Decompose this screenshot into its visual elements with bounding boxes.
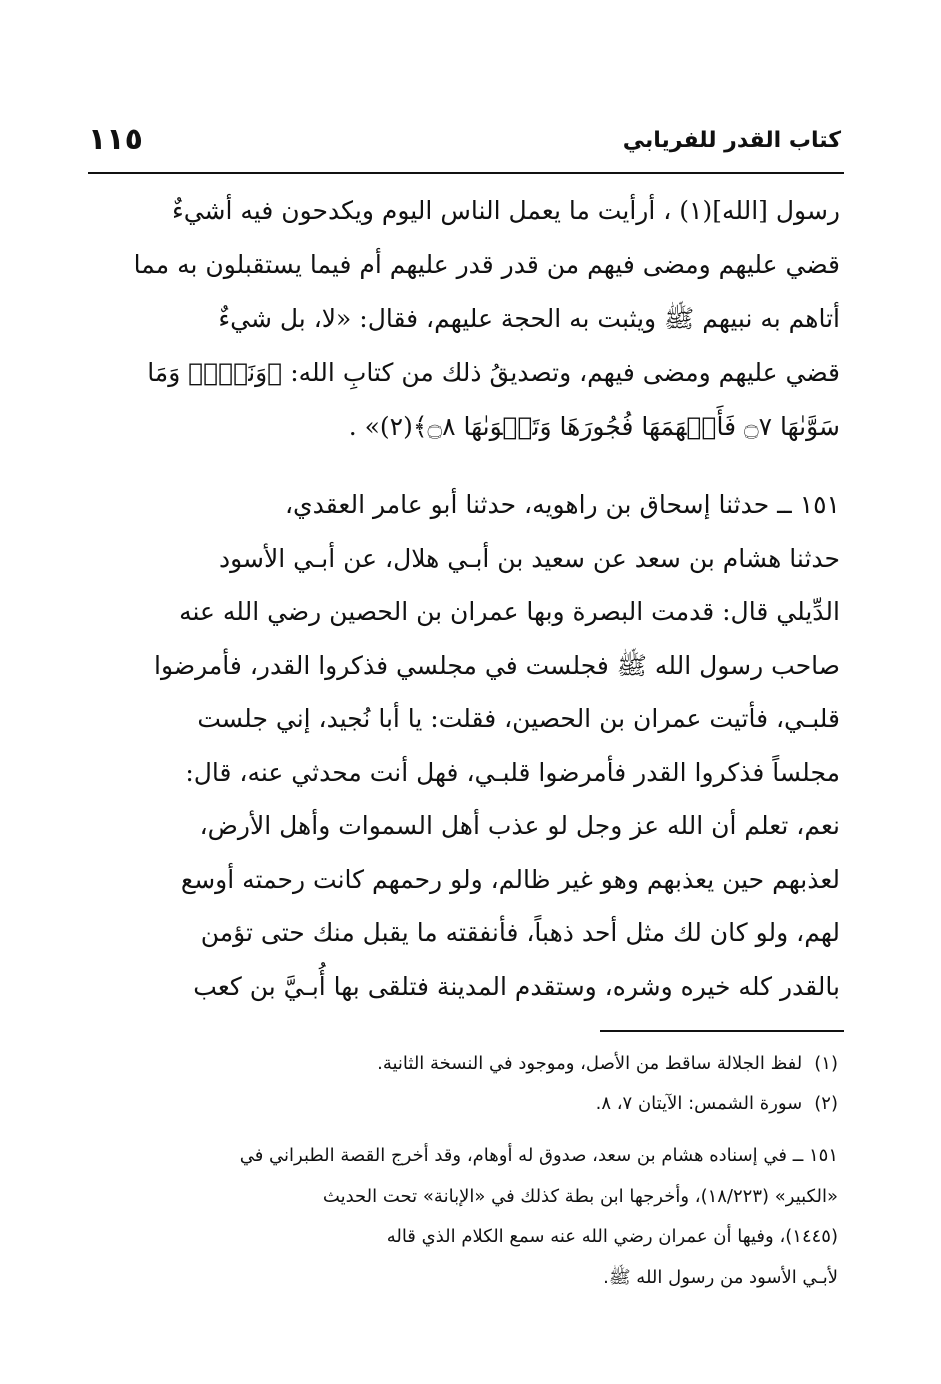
footnote-label: (٢) xyxy=(814,1093,838,1114)
note-line: ١٥١ ــ في إسناده هشام بن سعد، صدوق له أوهام، وقد أخرج القصة الطبراني في xyxy=(239,1145,838,1166)
footnote-divider xyxy=(600,1030,844,1032)
text-line: نعم، تعلم أن الله عز وجل لو عذب أهل السموات وأهل الأرض، xyxy=(199,811,840,840)
text-line: أتاهم به نبيهم ﷺ ويثبت به الحجة عليهم، فقال: «لا، بل شيءٌ xyxy=(218,304,840,333)
footnote-2 xyxy=(110,1084,838,1124)
page-number: ١١٥ xyxy=(88,122,143,157)
footnote-1 xyxy=(110,1044,838,1084)
text-line: ١٥١ ــ حدثنا إسحاق بن راهويه، حدثنا أبو عامر العقدي، xyxy=(284,490,840,519)
note-line: لأبـي الأسود من رسول الله ﷺ. xyxy=(603,1266,838,1288)
footnotes xyxy=(110,1044,838,1124)
text-line: صاحب رسول الله ﷺ فجلست في مجلسي فذكروا القدر، فأمرضوا xyxy=(154,650,840,680)
text-line: مجلساً فذكروا القدر فأمرضوا قلبـي، فهل أنت محدثي عنه، قال: xyxy=(185,757,840,787)
hadith-151-note xyxy=(110,1136,838,1298)
text-line: رسول [الله](١) ، أرأيت ما يعمل الناس اليوم ويكدحون فيه أشيءٌ xyxy=(171,196,840,225)
passage-151 xyxy=(102,478,840,1013)
text-line: الدِّيلي قال: قدمت البصرة وبها عمران بن الحصين رضي الله عنه xyxy=(179,597,840,626)
text-line: قضي عليهم ومضى فيهم، وتصديقُ ذلك من كتابِ الله: ﴿وَنَفۡسٖ وَمَا xyxy=(147,358,840,387)
note-line: «الكبير» (١٨/٢٢٣)، وأخرجها ابن بطة كذلك في «الإبانة» تحت الحديث xyxy=(322,1185,838,1207)
text-line: حدثنا هشام بن سعد عن سعيد بن أبـي هلال، عن أبـي الأسود xyxy=(218,543,840,573)
text-line: بالقدر كله خيره وشره، وستقدم المدينة فتلقى بها أُبـيَّ بن كعب xyxy=(193,971,840,1001)
passage-150-continuation xyxy=(102,184,840,454)
quran-verse-line: سَوَّىٰهَا ۝٧ فَأَلۡهَمَهَا فُجُورَهَا وَتَقۡوَىٰهَا ۝٨﴾(٢)» . xyxy=(348,412,840,441)
text-line: قضي عليهم ومضى فيهم من قدر قدر عليهم أم فيما يستقبلون به مما xyxy=(133,250,840,279)
text-line: قلبـي، فأتيت عمران بن الحصين، فقلت: يا أبا نُجيد، إني جلست xyxy=(197,704,840,733)
text-line: لعذبهم حين يعذبهم وهو غير ظالم، ولو رحمهم كانت رحمته أوسع xyxy=(180,864,840,894)
footnote-text: سورة الشمس: الآيتان ٧، ٨. xyxy=(595,1093,803,1114)
running-header-title: كتاب القدر للفريابي xyxy=(622,128,841,153)
footnote-label: (١) xyxy=(814,1053,838,1074)
header-divider xyxy=(88,172,844,174)
text-line: لهم، ولو كان لك مثل أحد ذهباً، فأنفقته ما يقبل منك حتى تؤمن xyxy=(200,918,840,947)
note-line: (١٤٤٥)، وفيها أن عمران رضي الله عنه سمع الكلام الذي قاله xyxy=(386,1226,838,1247)
footnote-text: لفظ الجلالة ساقط من الأصل، وموجود في النسخة الثانية. xyxy=(377,1053,803,1074)
